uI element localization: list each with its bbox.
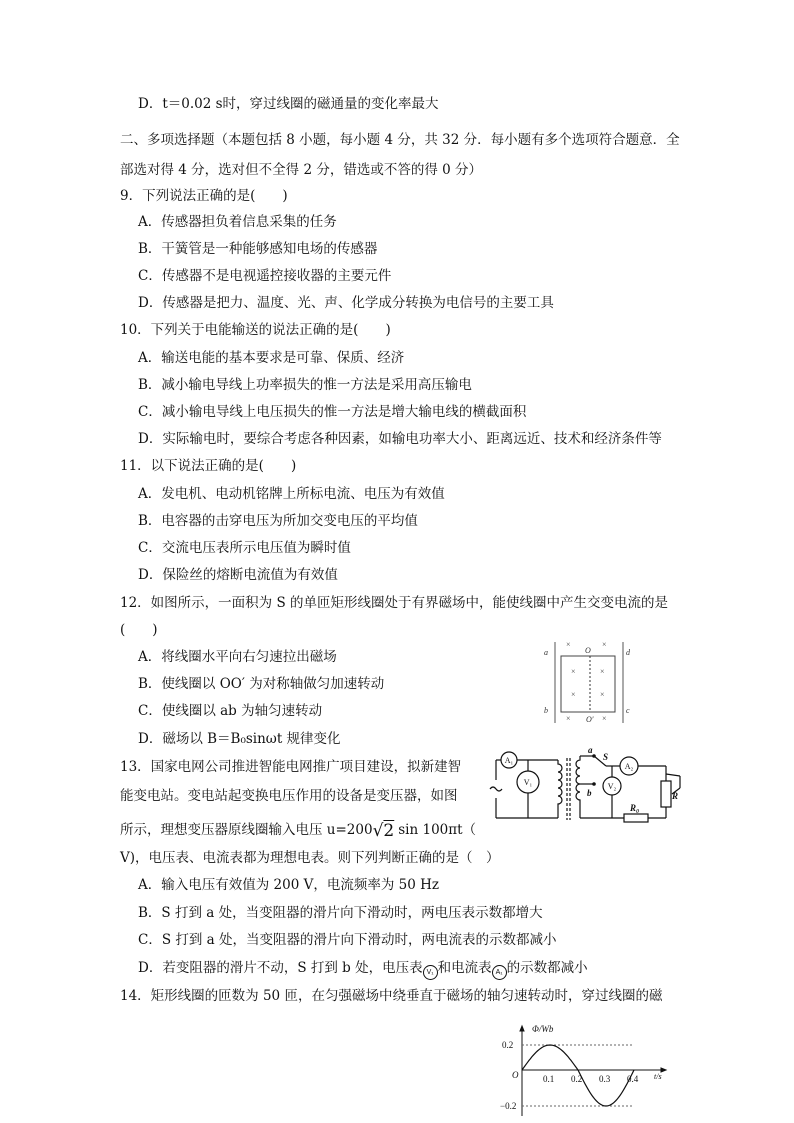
q13-stem-line4: V)，电压表、电流表都为理想电表。则下列判断正确的是（ ）: [120, 850, 500, 866]
label-b: b: [544, 706, 548, 715]
q11-option-c: C．交流电压表所示电压值为瞬时值: [138, 540, 351, 556]
q13-option-c: C．S 打到 a 处，当变阻器的滑片向下滑动时，两电流表的示数都减小: [138, 932, 557, 948]
y-axis-label: Φ/Wb: [532, 1024, 554, 1034]
svg-text:×: ×: [571, 690, 576, 699]
svg-text:×: ×: [566, 714, 571, 723]
x-axis-label: t/s: [654, 1072, 662, 1081]
y-tick-label: −0.2: [500, 1101, 517, 1111]
svg-text:×: ×: [566, 640, 571, 649]
label-a: a: [544, 648, 548, 657]
svg-text:×: ×: [600, 690, 605, 699]
q12-stem-line1: 12．如图所示，一面积为 S 的单匝矩形线圈处于有界磁场中，能使线圈中产生交变电流的是: [120, 595, 669, 611]
voltmeter-v1-symbol: V₁: [423, 965, 438, 980]
q13-option-a: A．输入电压有效值为 200 V，电流频率为 50 Hz: [138, 877, 439, 893]
q11-option-b: B．电容器的击穿电压为所加交变电压的平均值: [138, 513, 418, 529]
q10-option-a: A．输送电能的基本要求是可靠、保质、经济: [138, 350, 405, 366]
q12-option-c: C．使线圈以 ab 为轴匀速转动: [138, 703, 323, 719]
q12-stem-line2: ( ): [120, 622, 158, 638]
q11-stem: 11．以下说法正确的是( ): [120, 458, 297, 474]
circuit-label-r: R: [672, 791, 679, 801]
label-d: d: [626, 648, 630, 657]
x-tick-label: 0.3: [599, 1074, 611, 1084]
flux-time-graph: [500, 1018, 680, 1120]
circuit-a2: A₂: [624, 762, 634, 771]
q9-option-a: A．传感器担负着信息采集的任务: [138, 214, 337, 230]
circuit-a1: A₁: [504, 756, 514, 765]
q9-option-d: D．传感器是把力、温度、光、声、化学成分转换为电信号的主要工具: [138, 295, 554, 311]
q13-option-d: D．若变阻器的滑片不动，S 打到 b 处，电压表 V₁ 和电流表 A₁ 的示数都减小: [138, 958, 588, 980]
q13-stem-line3: 所示，理想变压器原线圈输入电压 u=200√2 sin 100πt（: [120, 821, 477, 841]
q13-transformer-circuit: [484, 746, 684, 832]
q12-option-a: A．将线圈水平向右匀速拉出磁场: [138, 649, 337, 665]
origin-label: O: [512, 1070, 519, 1080]
graph-tick-labels: [500, 1040, 639, 1111]
circuit-v1: V₁: [523, 778, 533, 787]
q13-stem-line1: 13．国家电网公司推进智能电网推广项目建设，拟新建智: [120, 759, 462, 775]
q10-option-d: D．实际输电时，要综合考虑各种因素，如输电功率大小、距离远近、技术和经济条件等: [138, 431, 662, 447]
circuit-label-a: a: [588, 746, 593, 755]
section-header-line2: 部选对得 4 分，选对但不全得 2 分，错选或不答的得 0 分）: [120, 162, 483, 178]
q14-stem: 14．矩形线圈的匝数为 50 匝，在匀强磁场中绕垂直于磁场的轴匀速转动时，穿过线圈的磁: [120, 988, 663, 1004]
x-tick-label: 0.2: [571, 1074, 583, 1084]
q10-option-b: B．减小输电导线上功率损失的惟一方法是采用高压输电: [138, 377, 472, 393]
q9-option-b: B．干簧管是一种能够感知电场的传感器: [138, 241, 378, 257]
q12-coil-figure: [540, 638, 640, 726]
section-header-line1: 二、多项选择题（本题包括 8 小题，每小题 4 分，共 32 分．每小题有多个选项符合题意．全: [120, 132, 680, 148]
ammeter-a1-symbol: A₁: [492, 965, 507, 980]
q10-option-c: C．减小输电导线上电压损失的惟一方法是增大输电线的横截面积: [138, 404, 527, 420]
q12-option-d: D．磁场以 B＝B₀sinωt 规律变化: [138, 731, 341, 747]
x-axis-arrow: [661, 1068, 666, 1072]
svg-text:×: ×: [600, 667, 605, 676]
q12-option-b: B．使线圈以 OO′ 为对称轴做匀加速转动: [138, 676, 385, 692]
q13-stem-line2: 能变电站。变电站起变换电压作用的设备是变压器，如图: [120, 788, 458, 804]
label-c: c: [626, 706, 630, 715]
q9-option-c: C．传感器不是电视遥控接收器的主要元件: [138, 268, 392, 284]
svg-text:×: ×: [602, 640, 607, 649]
q13-option-b: B．S 打到 a 处，当变阻器的滑片向下滑动时，两电压表示数都增大: [138, 905, 543, 921]
x-tick-label: 0.1: [543, 1074, 555, 1084]
q8-option-d: D．t＝0.02 s时，穿过线圈的磁通量的变化率最大: [138, 96, 439, 112]
label-o: O: [585, 646, 591, 655]
sqrt-2: √2: [372, 821, 395, 841]
q10-stem: 10．下列关于电能输送的说法正确的是( ): [120, 322, 391, 338]
svg-text:×: ×: [602, 714, 607, 723]
q9-stem: 9．下列说法正确的是( ): [120, 188, 288, 204]
svg-text:×: ×: [571, 667, 576, 676]
q11-option-d: D．保险丝的熔断电流值为有效值: [138, 567, 338, 583]
label-o-prime: O′: [586, 715, 594, 724]
circuit-label-r0: R₀: [630, 803, 640, 813]
circuit-label-b: b: [587, 788, 592, 798]
coil-rectangle: [561, 656, 615, 712]
y-axis-arrow: [520, 1026, 524, 1031]
y-tick-label: 0.2: [502, 1040, 514, 1050]
q11-option-a: A．发电机、电动机铭牌上所标电流、电压为有效值: [138, 486, 445, 502]
x-tick-label: 0.4: [627, 1074, 639, 1084]
circuit-v2: V₂: [607, 782, 617, 791]
circuit-label-s: S: [603, 752, 609, 762]
